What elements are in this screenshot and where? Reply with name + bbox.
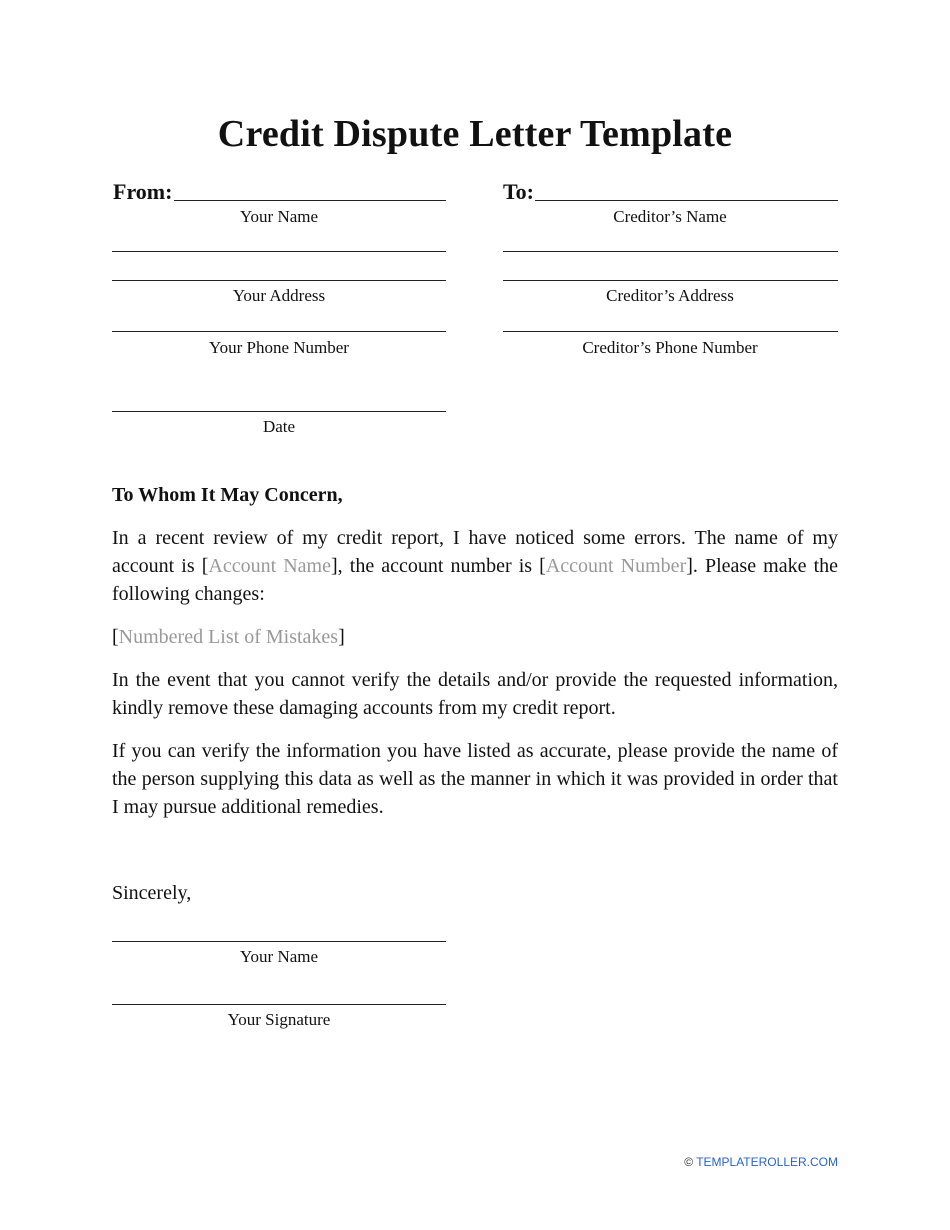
from-name-caption: Your Name <box>239 207 319 226</box>
to-name-line[interactable] <box>535 200 838 201</box>
from-address-line-1[interactable] <box>112 251 446 252</box>
to-name-caption: Creditor’s Name <box>613 207 727 226</box>
p1-text-a: In a recent review of my credit report, I have noticed some errors. The name of my account is <box>112 527 838 577</box>
from-address-line-2[interactable] <box>112 280 446 281</box>
signature-line[interactable] <box>112 1004 446 1005</box>
signature-name-caption: Your Name <box>239 947 319 966</box>
paragraph-3: If you can verify the information you have listed as accurate, please provide the name of the person supplying this data as well as the manner in which it was provided in order that I may pursue additional remedies. <box>112 740 838 818</box>
to-address-caption: Creditor’s Address <box>606 286 734 305</box>
closing: Sincerely, <box>112 882 192 904</box>
mistakes-list-placeholder[interactable]: Numbered List of Mistakes <box>118 626 339 648</box>
paragraph-1: In a recent review of my credit report, I have noticed some errors. The name of my account is [Account Name], the account number is [Account Number]. Please make the following changes: <box>112 527 839 605</box>
date-caption: Date <box>262 417 296 436</box>
account-number-placeholder[interactable]: Account Number <box>545 555 687 577</box>
paragraph-2: In the event that you cannot verify the details and/or provide the requested information, kindly remove these damaging accounts from my credit report. <box>112 669 838 719</box>
footer <box>684 1155 838 1169</box>
from-phone-caption: Your Phone Number <box>209 338 349 357</box>
to-label: To: <box>503 179 534 204</box>
to-address-line-2[interactable] <box>503 280 838 281</box>
p1-text-b: , the account number is <box>337 555 540 577</box>
p1-text-c: . Please make the following changes: <box>112 555 839 605</box>
date-line[interactable] <box>112 411 446 412</box>
to-phone-caption: Creditor’s Phone Number <box>582 338 758 357</box>
from-address-caption: Your Address <box>232 286 326 305</box>
mistakes-list: [Numbered List of Mistakes] <box>112 626 345 648</box>
brand-link[interactable]: TEMPLATEROLLER.COM <box>696 1155 838 1169</box>
to-phone-line[interactable] <box>503 331 838 332</box>
document-title: Credit Dispute Letter Template <box>217 113 733 155</box>
signature-name-line[interactable] <box>112 941 446 942</box>
signature-caption: Your Signature <box>227 1010 331 1029</box>
to-address-line-1[interactable] <box>503 251 838 252</box>
from-name-line[interactable] <box>174 200 446 201</box>
account-name-placeholder[interactable]: Account Name <box>208 555 331 577</box>
greeting: To Whom It May Concern, <box>112 484 343 506</box>
from-label: From: <box>113 179 173 204</box>
copyright-icon: © <box>684 1155 694 1169</box>
from-phone-line[interactable] <box>112 331 446 332</box>
